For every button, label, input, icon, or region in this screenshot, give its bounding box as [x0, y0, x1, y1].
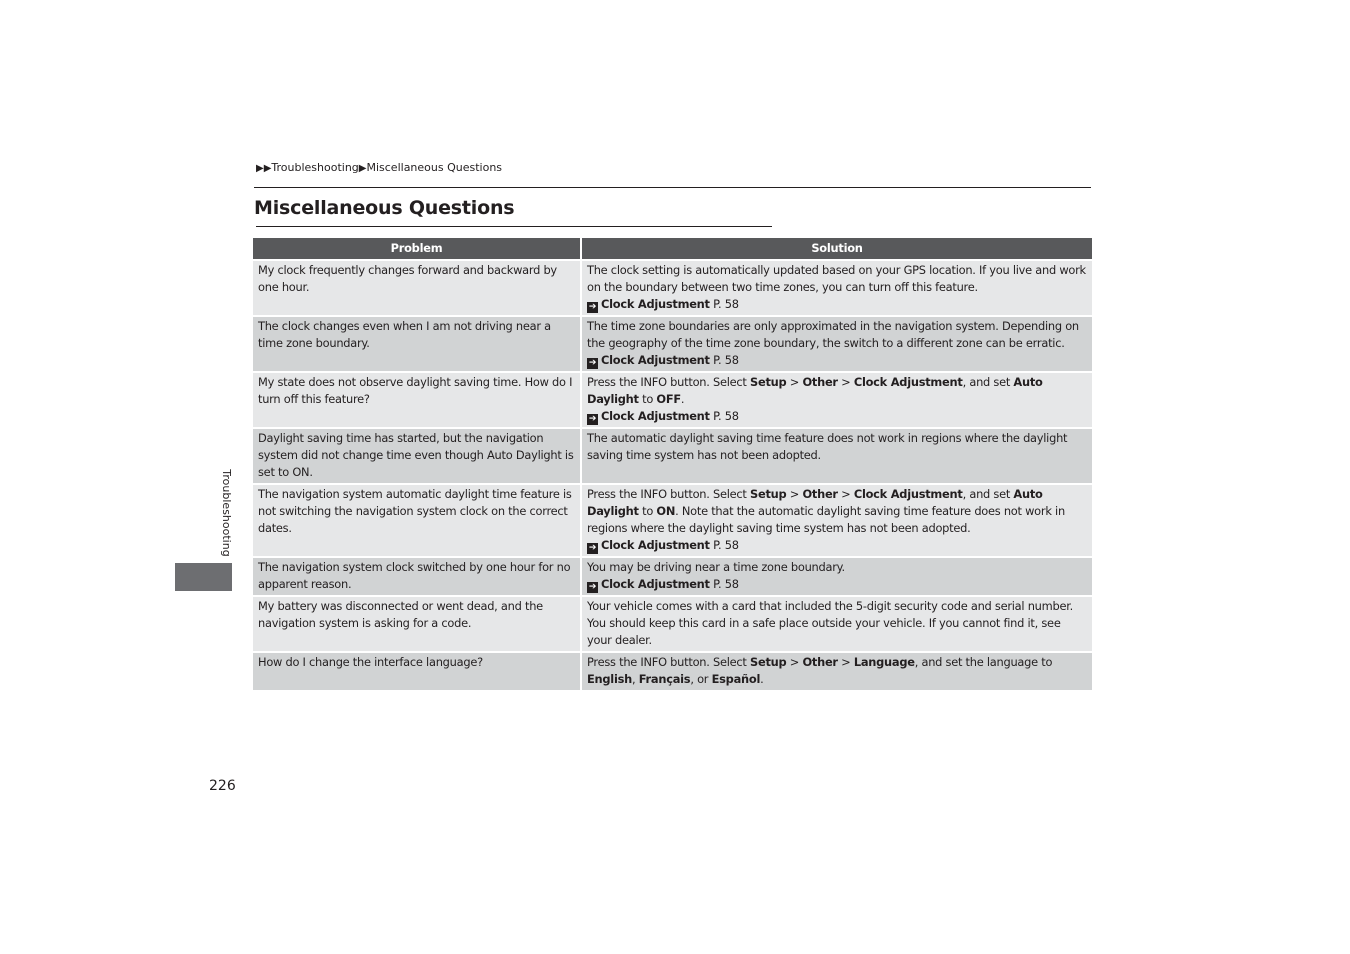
option-espanol: Español — [711, 672, 761, 686]
table-header-row — [253, 238, 1092, 260]
problem-cell: My battery was disconnected or went dead, and the navigation system is asking for a code. — [253, 596, 581, 652]
solution-cell — [581, 557, 1092, 596]
menu-setup: Setup — [750, 655, 787, 669]
solution-text: Press the INFO button. Select — [587, 375, 751, 389]
arrow-right-icon: ➔ — [588, 582, 597, 592]
menu-setup: Setup — [750, 487, 787, 501]
problem-cell: How do I change the interface language? — [253, 652, 581, 691]
problem-cell: The clock changes even when I am not driving near a time zone boundary. — [253, 316, 581, 372]
table-row — [253, 372, 1092, 428]
arrow-right-icon: ➔ — [588, 302, 597, 312]
clock-adjustment-link[interactable] — [587, 353, 739, 367]
option-off: OFF — [656, 392, 681, 406]
solution-text: The clock setting is automatically updated based on your GPS location. If you live and work on the boundary between two time zones, you can turn off this feature. — [587, 263, 1086, 294]
table-row — [253, 557, 1092, 596]
menu-clock-adjustment: Clock Adjustment — [853, 487, 963, 501]
solution-text: , or — [690, 672, 712, 686]
breadcrumb — [256, 161, 502, 176]
option-english: English — [587, 672, 632, 686]
table-row — [253, 316, 1092, 372]
solution-text: Press the INFO button. Select — [587, 487, 751, 501]
solution-text: The automatic daylight saving time feature does not work in regions where the daylight saving time system has not been adopted. — [587, 431, 1068, 462]
solution-text: to — [638, 504, 657, 518]
solution-text: . Note that the automatic daylight saving time feature does not work in regions where the daylight saving time system has not been adopted. — [587, 504, 1065, 535]
solution-text: . — [680, 392, 685, 406]
breadcrumb-separator-icon: ▶ — [358, 163, 367, 174]
menu-separator: > — [837, 655, 854, 669]
menu-setup: Setup — [750, 375, 787, 389]
menu-other: Other — [802, 375, 838, 389]
ref-title: Clock Adjustment — [601, 353, 710, 367]
menu-other: Other — [802, 655, 838, 669]
table-row — [253, 484, 1092, 557]
ref-page: P. 58 — [709, 297, 739, 311]
problem-cell: The navigation system automatic daylight time feature is not switching the navigation system clock on the correct dates. — [253, 484, 581, 557]
menu-other: Other — [802, 487, 838, 501]
solution-text: , — [632, 672, 639, 686]
solution-text: Your vehicle comes with a card that included the 5-digit security code and serial number. You should keep this card in a safe place outside your vehicle. If you cannot find it, see your dealer. — [587, 599, 1073, 647]
problem-cell: Daylight saving time has started, but the navigation system did not change time even though Auto Daylight is set to ON. — [253, 428, 581, 484]
arrow-right-icon: ➔ — [588, 543, 597, 553]
ref-page: P. 58 — [709, 353, 739, 367]
clock-adjustment-link[interactable] — [587, 297, 739, 311]
ref-title: Clock Adjustment — [601, 538, 710, 552]
qa-table — [253, 238, 1092, 692]
page-number: 226 — [209, 778, 236, 794]
breadcrumb-section[interactable]: Troubleshooting — [271, 161, 359, 174]
ref-title: Clock Adjustment — [601, 409, 710, 423]
arrow-right-icon: ➔ — [588, 414, 597, 424]
menu-separator: > — [786, 655, 803, 669]
ref-title: Clock Adjustment — [601, 577, 710, 591]
menu-separator: > — [837, 487, 854, 501]
solution-cell — [581, 652, 1092, 691]
table-row — [253, 260, 1092, 316]
top-divider — [254, 187, 1091, 188]
solution-text: You may be driving near a time zone boundary. — [587, 560, 845, 574]
breadcrumb-arrow-icon: ▶▶ — [256, 163, 272, 174]
solution-text: , and set — [962, 375, 1014, 389]
ref-page: P. 58 — [709, 409, 739, 423]
solution-cell — [581, 372, 1092, 428]
title-underline — [256, 226, 772, 227]
problem-cell: My clock frequently changes forward and backward by one hour. — [253, 260, 581, 316]
menu-clock-adjustment: Clock Adjustment — [853, 375, 963, 389]
solution-text: The time zone boundaries are only approximated in the navigation system. Depending on the geography of the time zone boundary, the switch to a different zone can be erratic. — [587, 319, 1079, 350]
option-auto-daylight: Auto Daylight — [587, 375, 1043, 406]
solution-cell — [581, 260, 1092, 316]
ref-page: P. 58 — [709, 538, 739, 552]
solution-text: , and set — [962, 487, 1014, 501]
arrow-right-icon: ➔ — [588, 358, 597, 368]
problem-cell: My state does not observe daylight saving time. How do I turn off this feature? — [253, 372, 581, 428]
problem-cell: The navigation system clock switched by one hour for no apparent reason. — [253, 557, 581, 596]
solution-cell — [581, 316, 1092, 372]
header-solution: Solution — [581, 238, 1092, 260]
table-row — [253, 652, 1092, 691]
solution-cell — [581, 484, 1092, 557]
option-on: ON — [656, 504, 676, 518]
menu-separator: > — [786, 375, 803, 389]
menu-separator: > — [786, 487, 803, 501]
option-francais: Français — [638, 672, 691, 686]
solution-cell — [581, 428, 1092, 484]
page-title: Miscellaneous Questions — [254, 197, 515, 219]
clock-adjustment-link[interactable] — [587, 577, 739, 591]
solution-text: , and set the language to — [914, 655, 1053, 669]
side-tab-marker — [175, 563, 232, 591]
option-auto-daylight: Auto Daylight — [587, 487, 1043, 518]
side-tab-label: Troubleshooting — [220, 469, 233, 557]
solution-text: to — [638, 392, 657, 406]
solution-text: . — [760, 672, 764, 686]
table-row — [253, 596, 1092, 652]
menu-language: Language — [853, 655, 915, 669]
solution-text: Press the INFO button. Select — [587, 655, 751, 669]
solution-cell — [581, 596, 1092, 652]
table-row — [253, 428, 1092, 484]
menu-separator: > — [837, 375, 854, 389]
breadcrumb-current: Miscellaneous Questions — [366, 161, 503, 174]
ref-title: Clock Adjustment — [601, 297, 710, 311]
header-problem: Problem — [253, 238, 581, 260]
clock-adjustment-link[interactable] — [587, 538, 739, 552]
clock-adjustment-link[interactable] — [587, 409, 739, 423]
ref-page: P. 58 — [709, 577, 739, 591]
